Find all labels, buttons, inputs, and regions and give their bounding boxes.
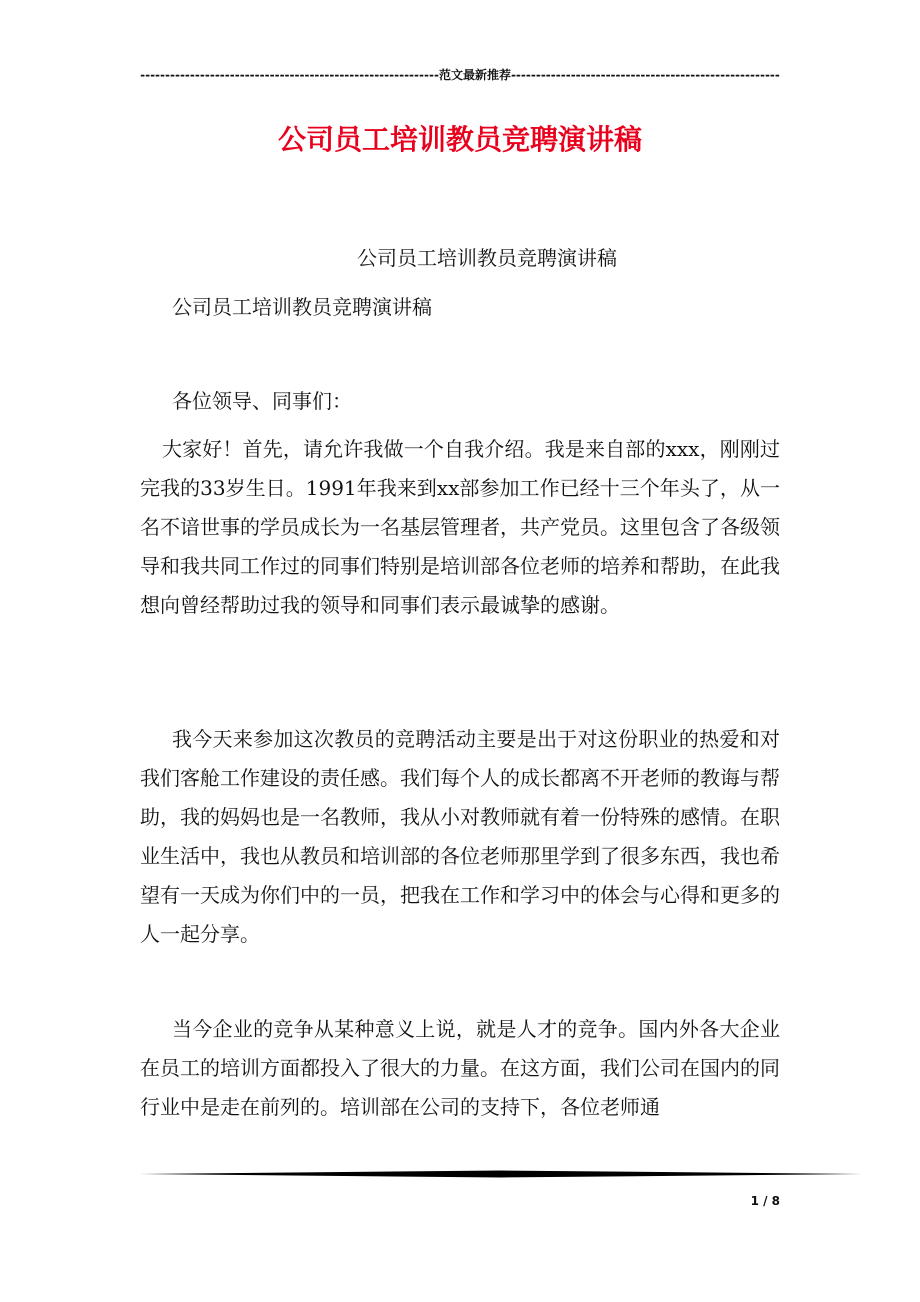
document-title: 公司员工培训教员竞聘演讲稿 — [277, 123, 642, 156]
document-subtitle: 公司员工培训教员竞聘演讲稿 — [357, 246, 617, 270]
footer-divider — [140, 1170, 862, 1178]
greeting-section — [140, 382, 780, 421]
paragraph-block-3 — [140, 1010, 780, 1127]
page-number: 1 / 8 — [750, 1194, 780, 1208]
paragraph-block-1 — [140, 430, 780, 625]
header-banner: ------------------------------------------------------------范文最新推荐------------------------------------------------------ — [140, 68, 780, 82]
repeated-title-line: 公司员工培训教员竞聘演讲稿 — [172, 295, 432, 319]
paragraph: 我今天来参加这次教员的竞聘活动主要是出于对这份职业的热爱和对我们客舱工作建设的责任感。我们每个人的成长都离不开老师的教诲与帮助，我的妈妈也是一名教师，我从小对教师就有着一份特殊的感情。在职业生活中，我也从教员和培训部的各位老师那里学到了很多东西，我也希望有一天成为你们中的一员，把我在工作和学习中的体会与心得和更多的人一起分享。 — [140, 727, 780, 946]
paragraph: 大家好！首先，请允许我做一个自我介绍。我是来自部的xxx，刚刚过完我的33岁生日。1991年我来到xx部参加工作已经十三个年头了，从一名不谙世事的学员成长为一名基层管理者，共产党员。这里包含了各级领导和我共同工作过的同事们特别是培训部各位老师的培养和帮助，在此我想向曾经帮助过我的领导和同事们表示最诚挚的感谢。 — [140, 437, 780, 617]
greeting: 各位领导、同事们： — [172, 389, 352, 413]
paragraph: 当今企业的竞争从某种意义上说，就是人才的竞争。国内外各大企业在员工的培训方面都投入了很大的力量。在这方面，我们公司在国内的同行业中是走在前列的。培训部在公司的支持下，各位老师通 — [140, 1017, 780, 1119]
body-section — [140, 288, 780, 327]
paragraph-block-2 — [140, 720, 780, 954]
